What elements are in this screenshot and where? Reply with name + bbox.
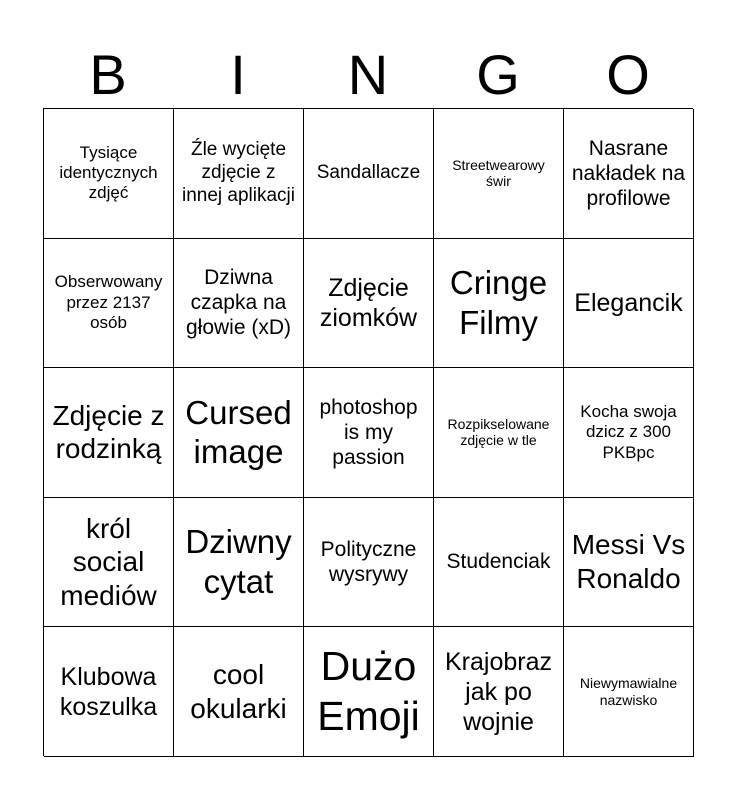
header-letter-n: N [347, 43, 389, 106]
bingo-cell[interactable]: Tysiące identycznych zdjęć [44, 109, 174, 239]
bingo-cell[interactable]: Studenciak [434, 498, 564, 628]
bingo-cell[interactable]: Zdjęcie ziomków [304, 239, 434, 369]
bingo-cell[interactable]: Klubowa koszulka [44, 627, 174, 757]
bingo-cell[interactable]: cool okularki [174, 627, 304, 757]
bingo-cell[interactable]: Rozpikselowane zdjęcie w tle [434, 368, 564, 498]
bingo-cell[interactable]: Obserwowany przez 2137 osób [44, 239, 174, 369]
bingo-cell[interactable]: Kocha swoja dzicz z 300 PKBpc [564, 368, 694, 498]
header-letter-g: G [476, 43, 520, 106]
bingo-board [43, 108, 693, 756]
bingo-cell[interactable]: Polityczne wysrywy [304, 498, 434, 628]
bingo-cell[interactable]: Sandallacze [304, 109, 434, 239]
bingo-cell[interactable]: Zdjęcie z rodzinką [44, 368, 174, 498]
bingo-cell[interactable]: Źle wycięte zdjęcie z innej aplikacji [174, 109, 304, 239]
bingo-cell[interactable]: Dziwna czapka na głowie (xD) [174, 239, 304, 369]
bingo-cell[interactable]: Niewymawialne nazwisko [564, 627, 694, 757]
bingo-cell[interactable]: Elegancik [564, 239, 694, 369]
bingo-header [43, 42, 693, 108]
bingo-cell[interactable]: Messi Vs Ronaldo [564, 498, 694, 628]
bingo-cell[interactable]: Krajobraz jak po wojnie [434, 627, 564, 757]
header-letter-o: O [606, 43, 650, 106]
bingo-cell[interactable]: Cringe Filmy [434, 239, 564, 369]
bingo-cell[interactable]: Streetwearowy świr [434, 109, 564, 239]
bingo-cell[interactable]: Dziwny cytat [174, 498, 304, 628]
bingo-cell[interactable]: photoshop is my passion [304, 368, 434, 498]
bingo-cell[interactable]: Dużo Emoji [304, 627, 434, 757]
bingo-cell[interactable]: Nasrane nakładek na profilowe [564, 109, 694, 239]
bingo-cell[interactable]: Cursed image [174, 368, 304, 498]
header-letter-b: B [89, 43, 127, 106]
bingo-cell[interactable]: król social mediów [44, 498, 174, 628]
header-letter-i: I [230, 43, 246, 106]
